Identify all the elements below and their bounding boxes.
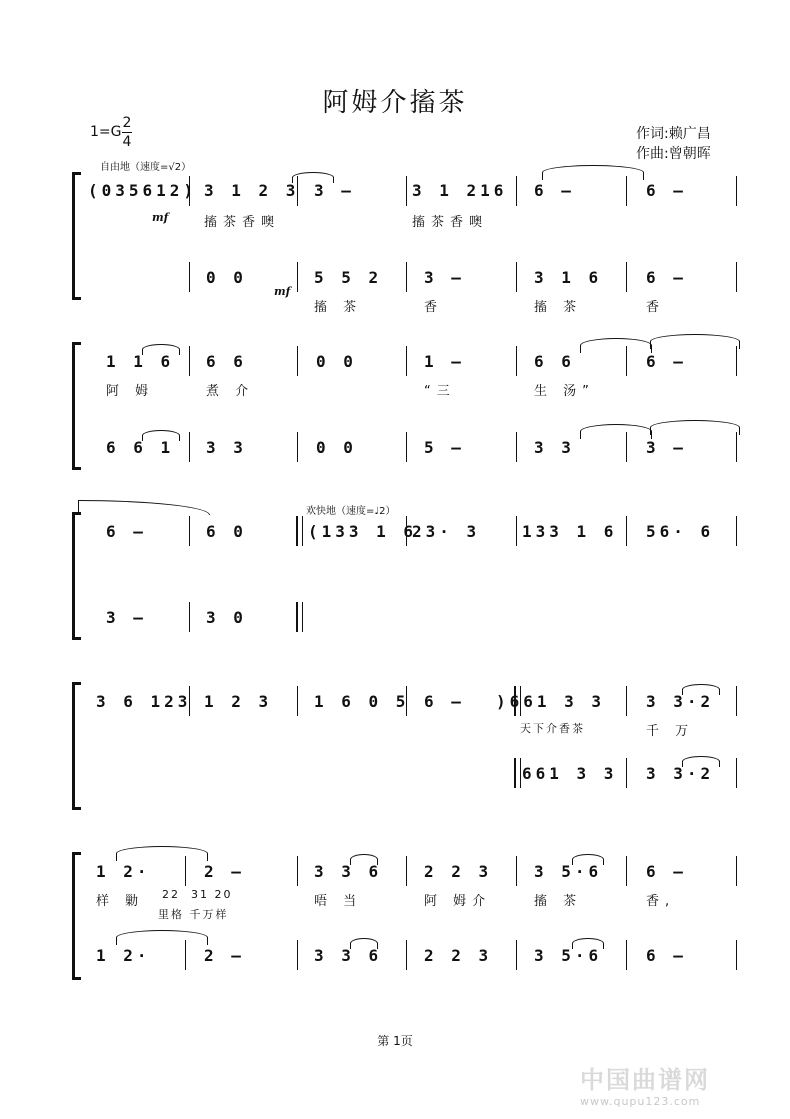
tempo-lively: 欢快地（速度=♩2） [306, 506, 396, 517]
lyric: 搐 茶 [314, 300, 363, 315]
measure-notes: 2 2 3 [424, 946, 493, 965]
measure-notes: 2 2 3 [424, 862, 493, 881]
key-signature: 1=G [90, 124, 122, 140]
lyric: 阿 姆介 [424, 894, 492, 909]
tie [650, 420, 740, 435]
measure-notes: 3 – [314, 181, 355, 200]
composer: 作曲:曾朝晖 [636, 146, 711, 162]
barline [626, 686, 627, 716]
measure-notes: 3 3·2 [646, 764, 715, 783]
barline [626, 516, 627, 546]
barline [736, 758, 737, 788]
measure-notes: )661 3 3 [496, 692, 606, 711]
barline [516, 432, 517, 462]
measure-notes: 6 – [534, 181, 575, 200]
measure-notes: 3 – [106, 608, 147, 627]
tie [650, 334, 740, 349]
tie [292, 172, 334, 183]
barline [406, 262, 407, 292]
measure-notes: 3 3 [206, 438, 247, 457]
barline [406, 346, 407, 376]
measure-notes: 5 – [424, 438, 465, 457]
barline [736, 176, 737, 206]
measure-notes: 2 – [204, 862, 245, 881]
measure-notes: 6 – [424, 692, 465, 711]
watermark-url: www.qupu123.com [580, 1095, 701, 1108]
barline [189, 516, 190, 546]
barline [189, 262, 190, 292]
lyric: 样 勦 [96, 894, 145, 909]
lyric: 千 万 [646, 724, 695, 739]
tempo-free: 自由地（速度=√2） [100, 162, 192, 173]
barline [516, 176, 517, 206]
repeat-sign [296, 516, 303, 546]
barline [626, 856, 627, 886]
tie [572, 854, 604, 865]
barline [516, 346, 517, 376]
tie [350, 854, 378, 865]
lyric: 阿 姆 [106, 384, 155, 399]
barline [736, 432, 737, 462]
tie [682, 756, 720, 767]
barline [406, 176, 407, 206]
barline [626, 262, 627, 292]
measure-notes: 3 3 6 [314, 946, 383, 965]
measure-notes: 6 – [646, 946, 687, 965]
measure-notes: 0 0 [316, 438, 357, 457]
measure-notes: 0 0 [316, 352, 357, 371]
lyric: 生 汤” [534, 384, 595, 399]
repeat-sign [514, 758, 521, 788]
system-bracket [72, 172, 81, 300]
barline [297, 856, 298, 886]
tie [682, 684, 720, 695]
measure-notes: 1 1 6 [106, 352, 175, 371]
lyric: 天下介香茶 [520, 722, 585, 735]
system-bracket [72, 342, 81, 470]
barline [406, 856, 407, 886]
watermark [580, 1060, 785, 1112]
measure-notes: (133 1 6 [308, 522, 418, 541]
measure-notes: 1 2 3 [204, 692, 273, 711]
barline [297, 432, 298, 462]
measure-notes: 3 1 2 3 [204, 181, 300, 200]
barline [516, 262, 517, 292]
barline [626, 940, 627, 970]
measure-notes: 2 – [204, 946, 245, 965]
measure-notes: 6 0 [206, 522, 247, 541]
measure-notes: 6 – [646, 268, 687, 287]
tie-continued [78, 500, 210, 515]
tie [572, 938, 604, 949]
measure-notes: 3 5·6 [534, 862, 603, 881]
barline [516, 856, 517, 886]
measure-notes: 6 6 [206, 352, 247, 371]
tie [142, 344, 180, 355]
tie [116, 930, 208, 945]
tie [142, 430, 180, 441]
measure-notes: 6 – [106, 522, 147, 541]
time-signature-top: 2 [122, 115, 132, 131]
barline [626, 758, 627, 788]
measure-notes: 3 1 6 [534, 268, 603, 287]
lyric: 搐 茶 [534, 300, 583, 315]
lyricist: 作词:赖广昌 [636, 126, 711, 142]
lyric: 煮 介 [206, 384, 255, 399]
measure-notes: 1 2· [96, 862, 151, 881]
dynamic-mf: mf [274, 285, 291, 298]
lyric: “三 [424, 384, 456, 399]
time-signature-line [122, 132, 132, 133]
tie [350, 938, 378, 949]
watermark-logo: 中国曲谱网 [580, 1065, 710, 1094]
lyric: 搐茶香噢 [204, 215, 281, 230]
barline [736, 516, 737, 546]
measure-notes: 6 – [646, 352, 687, 371]
tie [542, 165, 644, 180]
lyric: 香, [646, 894, 676, 909]
song-title: 阿姆介搐茶 [322, 88, 468, 118]
measure-notes: (035612) [88, 181, 198, 200]
measure-notes: 6 6 1 [106, 438, 175, 457]
barline [516, 516, 517, 546]
barline [189, 346, 190, 376]
measure-notes: 6 – [646, 181, 687, 200]
measure-notes: 3 3 [534, 438, 575, 457]
credits [636, 124, 711, 164]
tie [580, 338, 652, 353]
measure-notes: 23· 3 [412, 522, 481, 541]
measure-notes: 6 6 [534, 352, 575, 371]
measure-notes: 133 1 6 [522, 522, 618, 541]
measure-notes: 3 0 [206, 608, 247, 627]
measure-notes: 3 6 123 [96, 692, 192, 711]
lyric-variant-words: 里格 千万样 [158, 908, 229, 921]
lyric: 搐茶香噢 [412, 215, 489, 230]
barline [516, 940, 517, 970]
measure-notes: 661 3 3 [522, 764, 618, 783]
measure-notes: 3 3 6 [314, 862, 383, 881]
lyric: 香 [646, 300, 666, 315]
lyric: 香 [424, 300, 444, 315]
repeat-sign [296, 602, 303, 632]
barline [189, 432, 190, 462]
measure-notes: 3 1 216 [412, 181, 508, 200]
lyric: 唔 当 [314, 894, 363, 909]
page-number: 第 1页 [377, 1034, 413, 1048]
measure-notes: 1 6 0 5 [314, 692, 410, 711]
barline [297, 346, 298, 376]
barline [736, 686, 737, 716]
tie [116, 846, 208, 861]
barline [189, 602, 190, 632]
measure-notes: 1 2· [96, 946, 151, 965]
barline [626, 176, 627, 206]
measure-notes: 3 – [424, 268, 465, 287]
measure-notes: 6 – [646, 862, 687, 881]
measure-notes: 1 – [424, 352, 465, 371]
barline [297, 686, 298, 716]
barline [736, 940, 737, 970]
barline [736, 346, 737, 376]
dynamic-mf: mf [152, 211, 169, 224]
tie [580, 424, 652, 439]
measure-notes: 3 – [646, 438, 687, 457]
measure-notes: 56· 6 [646, 522, 715, 541]
measure-notes: 3 3·2 [646, 692, 715, 711]
barline [297, 262, 298, 292]
measure-notes: 0 0 [206, 268, 247, 287]
system-bracket [72, 682, 81, 810]
measure-notes: 3 5·6 [534, 946, 603, 965]
barline [406, 940, 407, 970]
lyric-variant-notes: 22 31 20 [162, 888, 233, 901]
barline [406, 432, 407, 462]
barline [736, 262, 737, 292]
lyric: 搐 茶 [534, 894, 583, 909]
system-bracket [72, 512, 81, 640]
measure-notes: 5 5 2 [314, 268, 383, 287]
barline [297, 940, 298, 970]
time-signature-bottom: 4 [122, 134, 132, 150]
time-signature [122, 115, 132, 150]
system-bracket [72, 852, 81, 980]
barline [736, 856, 737, 886]
